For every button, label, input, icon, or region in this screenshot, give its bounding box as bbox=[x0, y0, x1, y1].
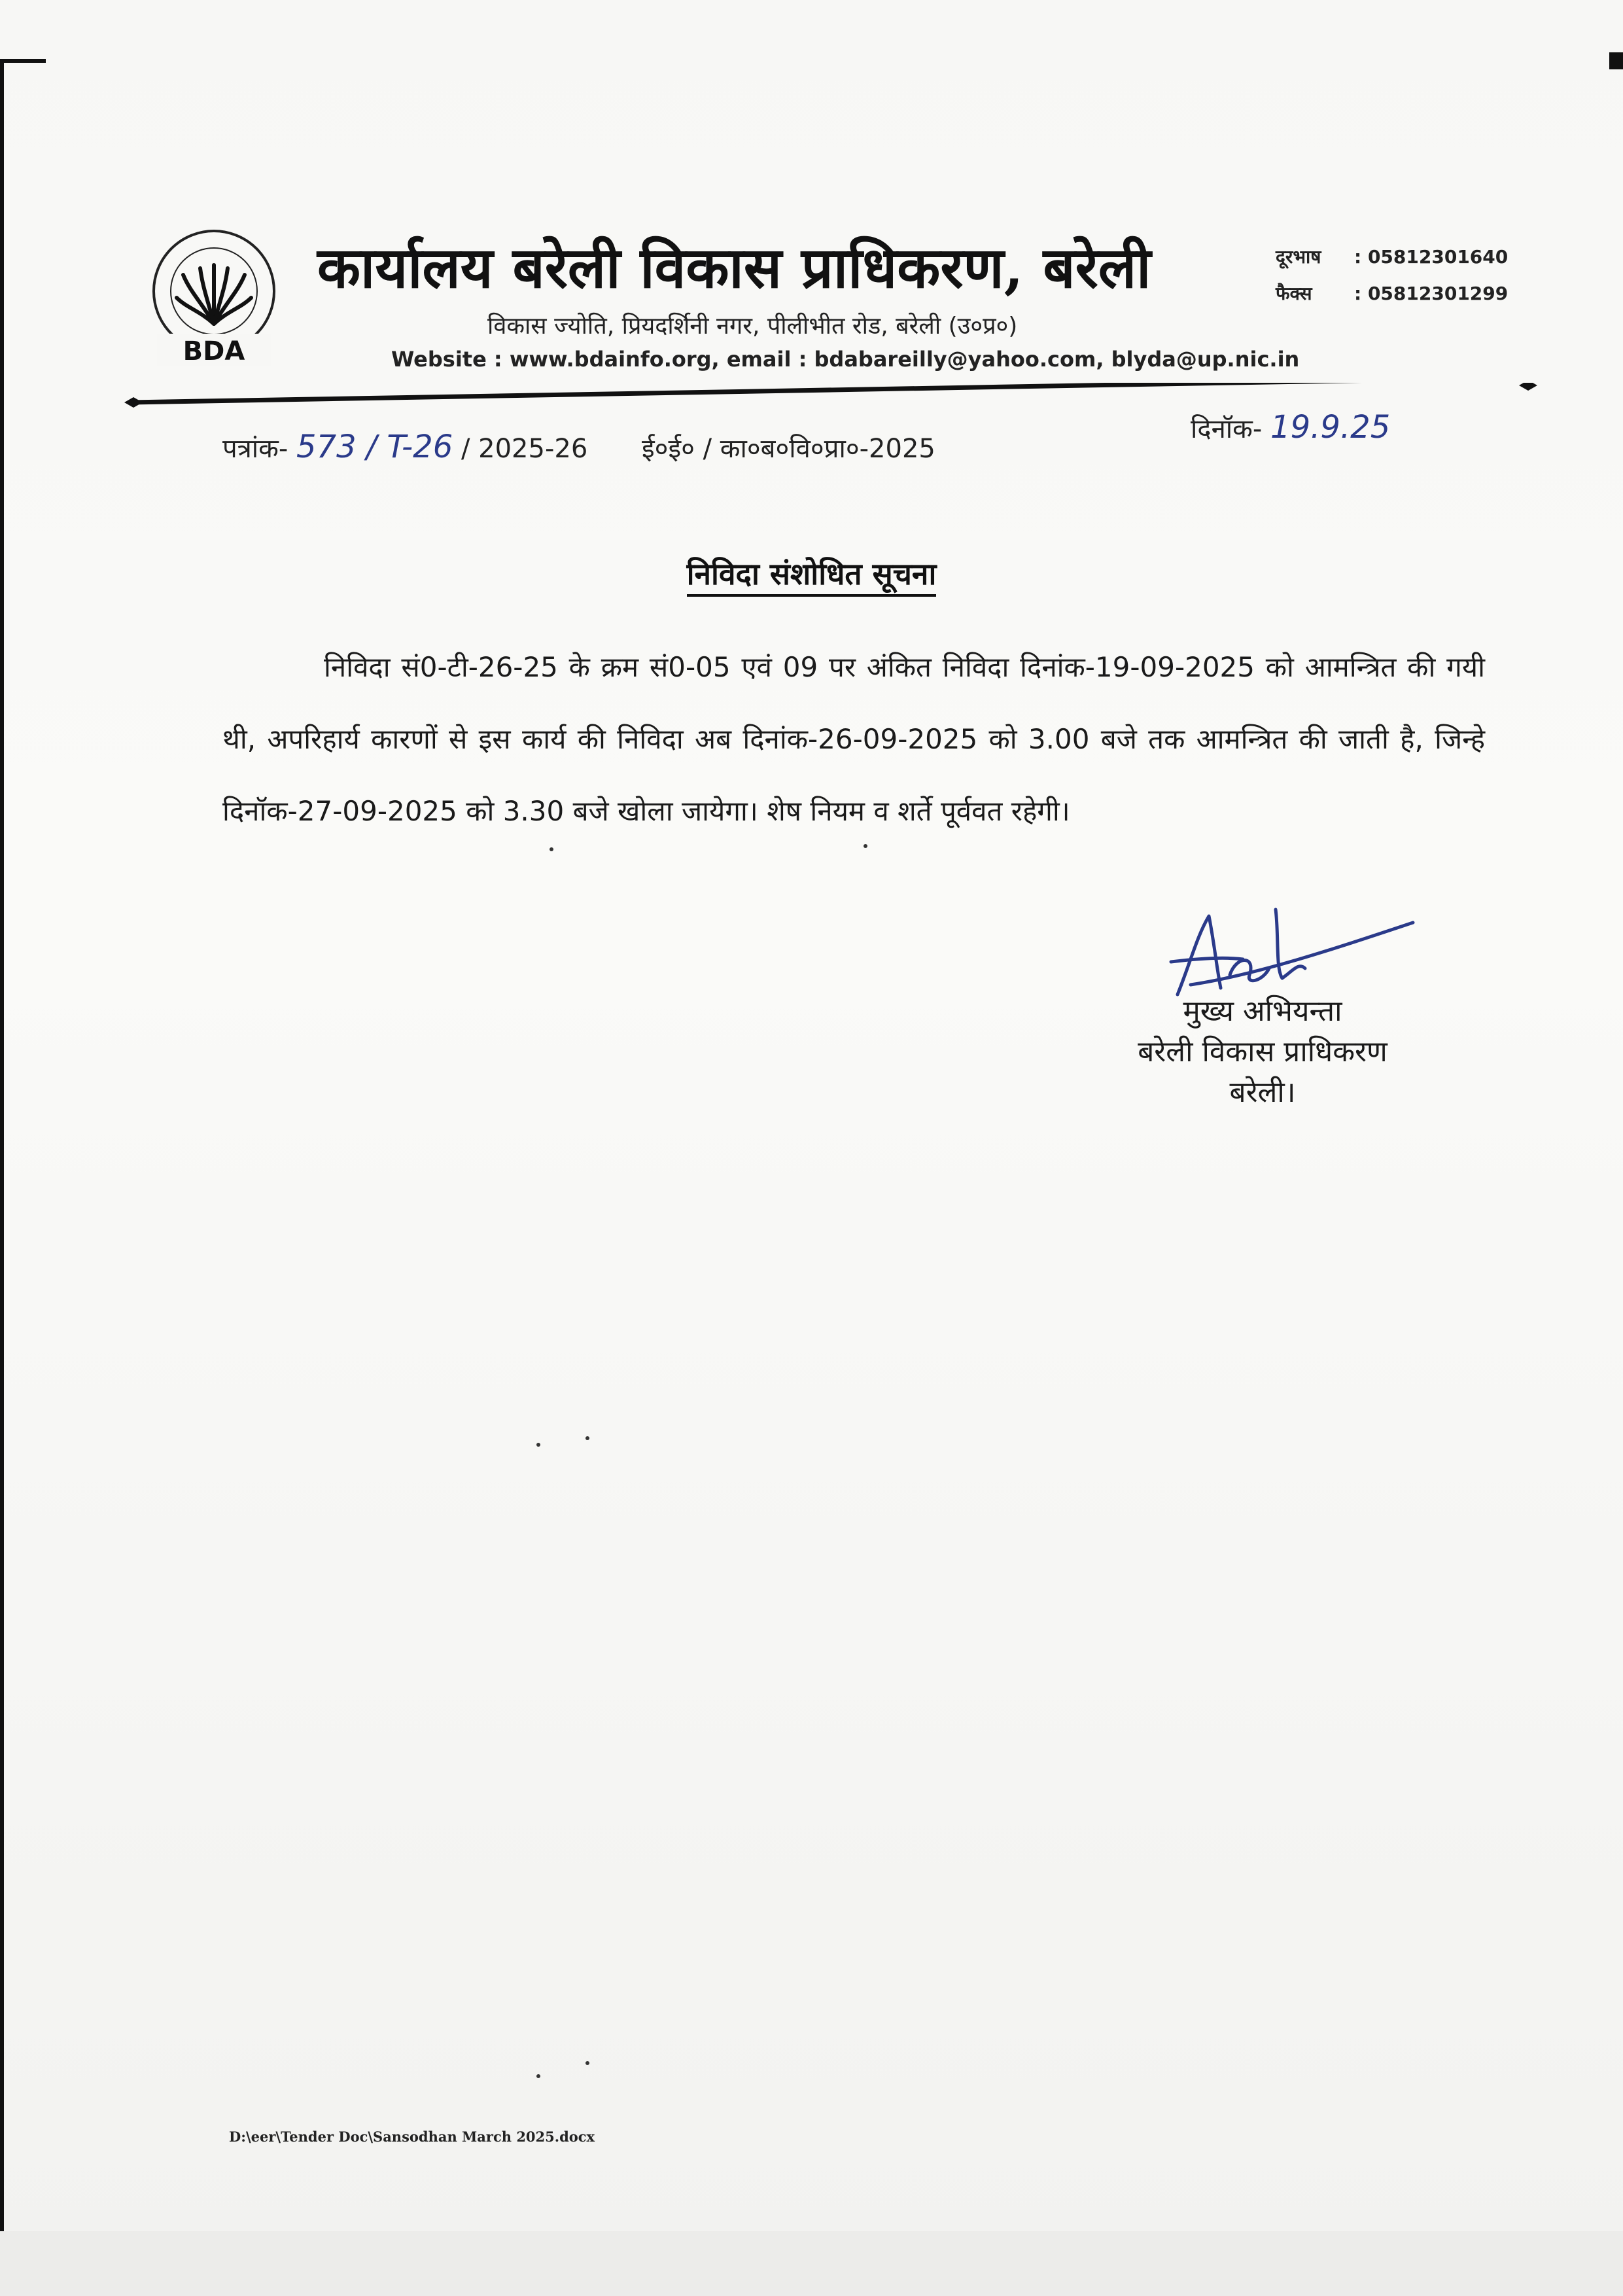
reference-date bbox=[1191, 409, 1390, 446]
handwritten-date: 19.9.25 bbox=[1270, 409, 1391, 446]
scan-speck bbox=[536, 1443, 540, 1447]
phone-row bbox=[1276, 239, 1508, 275]
bda-logo-icon bbox=[137, 226, 291, 373]
file-path-footer: D:\eer\Tender Doc\Sansodhan March 2025.docx bbox=[229, 2128, 595, 2145]
fax-label: फैक्स bbox=[1276, 283, 1312, 304]
phone-label: दूरभाष bbox=[1276, 246, 1321, 268]
office-address: विकास ज्योति, प्रियदर्शिनी नगर, पीलीभीत रोड, बरेली (उ०प्र०) bbox=[487, 313, 1018, 340]
fax-row bbox=[1276, 275, 1508, 312]
reference-prefix: पत्रांक- bbox=[222, 434, 288, 464]
logo-lettering: BDA bbox=[183, 336, 245, 366]
scan-edge-top bbox=[0, 59, 46, 63]
scan-edge-bottom bbox=[0, 2231, 1623, 2296]
handwritten-signature bbox=[1151, 896, 1426, 1001]
office-title: कार्यालय बरेली विकास प्राधिकरण, बरेली bbox=[317, 235, 1151, 301]
scan-speck bbox=[585, 1436, 589, 1440]
date-label: दिनॉक- bbox=[1191, 414, 1263, 444]
signatory-designation: मुख्य अभियन्ता bbox=[1183, 995, 1342, 1028]
signatory-block bbox=[1079, 991, 1446, 1113]
reference-year: / 2025-26 bbox=[461, 434, 588, 464]
office-web-email: Website : www.bdainfo.org, email : bdabareilly@yahoo.com, blyda@up.nic.in bbox=[391, 347, 1300, 372]
scan-edge-left bbox=[0, 59, 4, 2231]
fax-value: : 05812301299 bbox=[1354, 283, 1509, 304]
scan-speck bbox=[585, 2061, 589, 2065]
scan-speck bbox=[536, 2074, 540, 2078]
signatory-organisation: बरेली विकास प्राधिकरण bbox=[1138, 1035, 1387, 1069]
reference-line bbox=[222, 429, 935, 465]
phone-value: : 05812301640 bbox=[1354, 246, 1509, 268]
contact-block bbox=[1276, 239, 1508, 312]
subject-text: निविदा संशोधित सूचना bbox=[687, 556, 937, 597]
scan-edge-right bbox=[1609, 52, 1623, 69]
scan-speck bbox=[550, 847, 553, 851]
signatory-city: बरेली। bbox=[1229, 1076, 1296, 1109]
notice-subject bbox=[0, 553, 1623, 593]
office-code: ई०ई० / का०ब०वि०प्रा०-2025 bbox=[642, 434, 935, 464]
handwritten-letter-number: 573 / T-26 bbox=[296, 429, 453, 465]
header-divider bbox=[124, 383, 1537, 409]
notice-body: निविदा सं0-टी-26-25 के क्रम सं0-05 एवं 09 पर अंकित निविदा दिनांक-19-09-2025 को आमन्त्रित की गयी थी, अपरिहार्य कारणों से इस कार्य की निविदा अब दिनांक-26-09-2025 को 3.00 बजे तक आमन्त्रित की जाती है, जिन्हे दिनॉक-27-09-2025 को 3.30 बजे खोला जायेगा। शेष नियम व शर्ते पूर्ववत रहेगी। bbox=[222, 651, 1485, 827]
scan-speck bbox=[864, 844, 867, 848]
